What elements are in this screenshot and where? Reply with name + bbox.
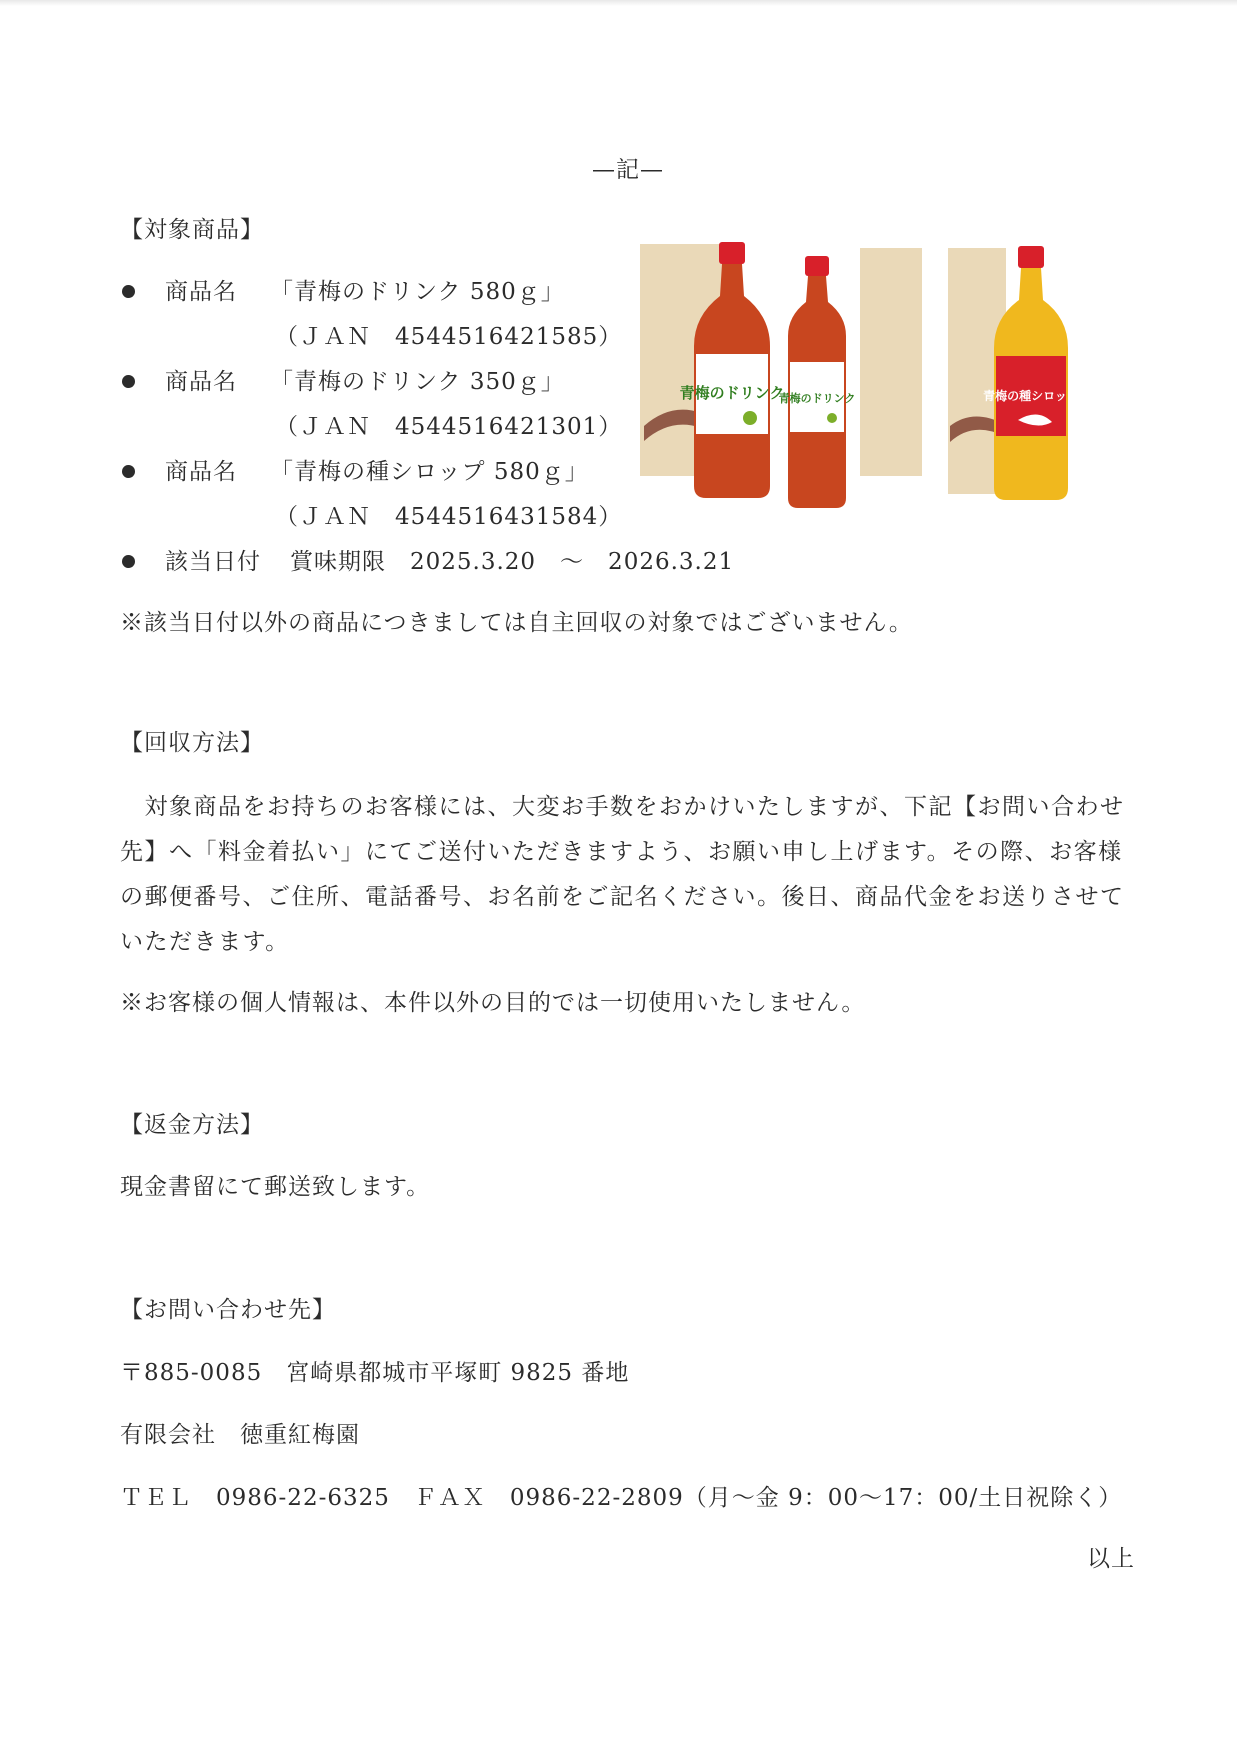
contact-address: 〒885-0085 宮崎県都城市平塚町 9825 番地 bbox=[120, 1360, 630, 1386]
product-label: 商品名 bbox=[165, 369, 237, 395]
gift-box bbox=[860, 248, 922, 476]
bullet-icon bbox=[122, 555, 135, 568]
date-label: 該当日付 bbox=[165, 549, 261, 575]
product-jan: （ＪＡＮ 4544516421301） bbox=[275, 414, 623, 440]
product-label: 商品名 bbox=[165, 459, 237, 485]
date-value: 賞味期限 2025.3.20 ～ 2026.3.21 bbox=[290, 549, 735, 575]
bullet-icon bbox=[122, 285, 135, 298]
contact-heading: 【お問い合わせ先】 bbox=[120, 1297, 336, 1323]
bullet-icon bbox=[122, 375, 135, 388]
recovery-heading: 【回収方法】 bbox=[120, 730, 264, 756]
target-note: ※該当日付以外の商品につきましては自主回収の対象ではございません。 bbox=[120, 610, 913, 636]
bullet-icon bbox=[122, 465, 135, 478]
product-jan: （ＪＡＮ 4544516421585） bbox=[275, 324, 623, 350]
contact-phone: ＴＥＬ 0986-22-6325 ＦＡＸ 0986-22-2809（月～金 9：00～17：00/土日祝除く） bbox=[120, 1485, 1123, 1511]
closing-text: 以上 bbox=[1087, 1546, 1135, 1572]
product-name: 「青梅の種シロップ 580ｇ」 bbox=[270, 459, 589, 485]
product-label: 商品名 bbox=[165, 279, 237, 305]
product-photo bbox=[638, 236, 1083, 508]
target-products-heading: 【対象商品】 bbox=[120, 217, 264, 243]
privacy-note: ※お客様の個人情報は、本件以外の目的では一切使用いたしません。 bbox=[120, 990, 866, 1016]
bottle-label: 青梅の種シロップ bbox=[983, 389, 1079, 403]
scan-edge bbox=[0, 0, 1237, 6]
bottle-label: 青梅のドリンク bbox=[778, 392, 856, 405]
product-jan: （ＪＡＮ 4544516431584） bbox=[275, 504, 623, 530]
refund-body: 現金書留にて郵送致します。 bbox=[120, 1174, 431, 1200]
refund-heading: 【返金方法】 bbox=[120, 1112, 264, 1138]
recovery-body: 対象商品をお持ちのお客様には、大変お手数をおかけいたしますが、下記【お問い合わせ先】へ「料金着払い」にてご送付いただきますよう、お願い申し上げます。その際、お客様の郵便番号、ご住所、電話番号、お名前をご記名ください。後日、商品代金をお送りさせていただきます。 bbox=[120, 794, 1125, 955]
contact-company: 有限会社 徳重紅梅園 bbox=[120, 1422, 360, 1448]
product-name: 「青梅のドリンク 580ｇ」 bbox=[270, 279, 565, 305]
bottle-label: 青梅のドリンク bbox=[679, 384, 785, 402]
document-title: —記— bbox=[592, 157, 664, 183]
bottle-drink-350 bbox=[779, 256, 856, 508]
product-name: 「青梅のドリンク 350ｇ」 bbox=[270, 369, 565, 395]
